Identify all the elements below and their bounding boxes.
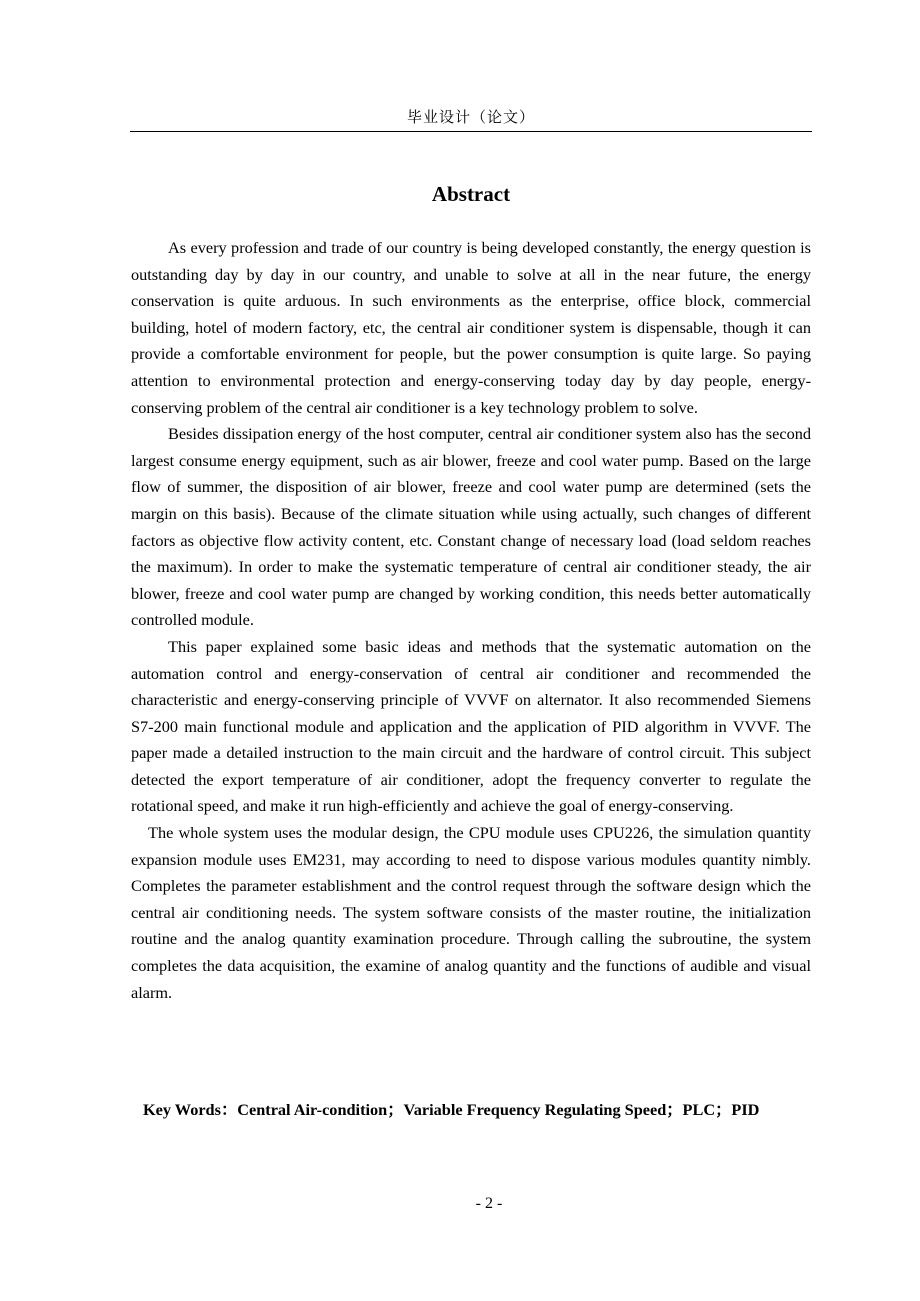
page-title: Abstract [431, 182, 511, 206]
abstract-paragraph-2: Besides dissipation energy of the host computer, central air conditioner system also has the second largest consume energy equipment, such as air blower, freeze and cool water pump. Based on the large flow of summer, the disposition of air blower, freeze and cool water pump are determined (sets the margin on this basis). Because of the climate situation while using actually, such changes of different factors as objective flow activity content, etc. Constant change of necessary load (load seldom reaches the maximum). In order to make the systematic temperature of central air conditioner steady, the air blower, freeze and cool water pump are changed by working condition, this needs better automatically controlled module. [131, 424, 811, 630]
keywords-line: Key Words：Central Air-condition；Variable Frequency Regulating Speed；PLC；PID [143, 1100, 760, 1119]
running-header: 毕业设计（论文） [406, 110, 535, 126]
abstract-paragraph-4: The whole system uses the modular design, the CPU module uses CPU226, the simulation quantity expansion module uses EM231, may according to need to dispose various modules quantity nimbly. Completes the parameter establishment and the control request through the software design which the central air conditioning needs. The system software consists of the master routine, the initialization routine and the analog quantity examination procedure. Through calling the subroutine, the system completes the data acquisition, the examine of analog quantity and the functions of audible and visual alarm. [131, 823, 811, 1002]
header-rule [130, 131, 812, 132]
abstract-paragraph-3: This paper explained some basic ideas and methods that the systematic automation on the automation control and energy-conservation of central air conditioner and recommended the characteristic and energy-conserving principle of VVVF on alternator. It also recommended Siemens S7-200 main functional module and application and the application of PID algorithm in VVVF. The paper made a detailed instruction to the main circuit and the hardware of control circuit. This subject detected the export temperature of air conditioner, adopt the frequency converter to regulate the rotational speed, and make it run high-efficiently and achieve the goal of energy-conserving. [131, 636, 811, 816]
abstract-body [131, 235, 811, 1006]
page-number: - 2 - [475, 1195, 503, 1212]
abstract-paragraph-1: As every profession and trade of our country is being developed constantly, the energy question is outstanding day by day in our country, and unable to solve at all in the near future, the energy conservation is quite arduous. In such environments as the enterprise, office block, commercial building, hotel of modern factory, etc, the central air conditioner system is dispensable, though it can provide a comfortable environment for people, but the power consumption is quite large. So paying attention to environmental protection and energy-conserving today day by day people, energy-conserving problem of the central air conditioner is a key technology problem to solve. [131, 238, 811, 417]
